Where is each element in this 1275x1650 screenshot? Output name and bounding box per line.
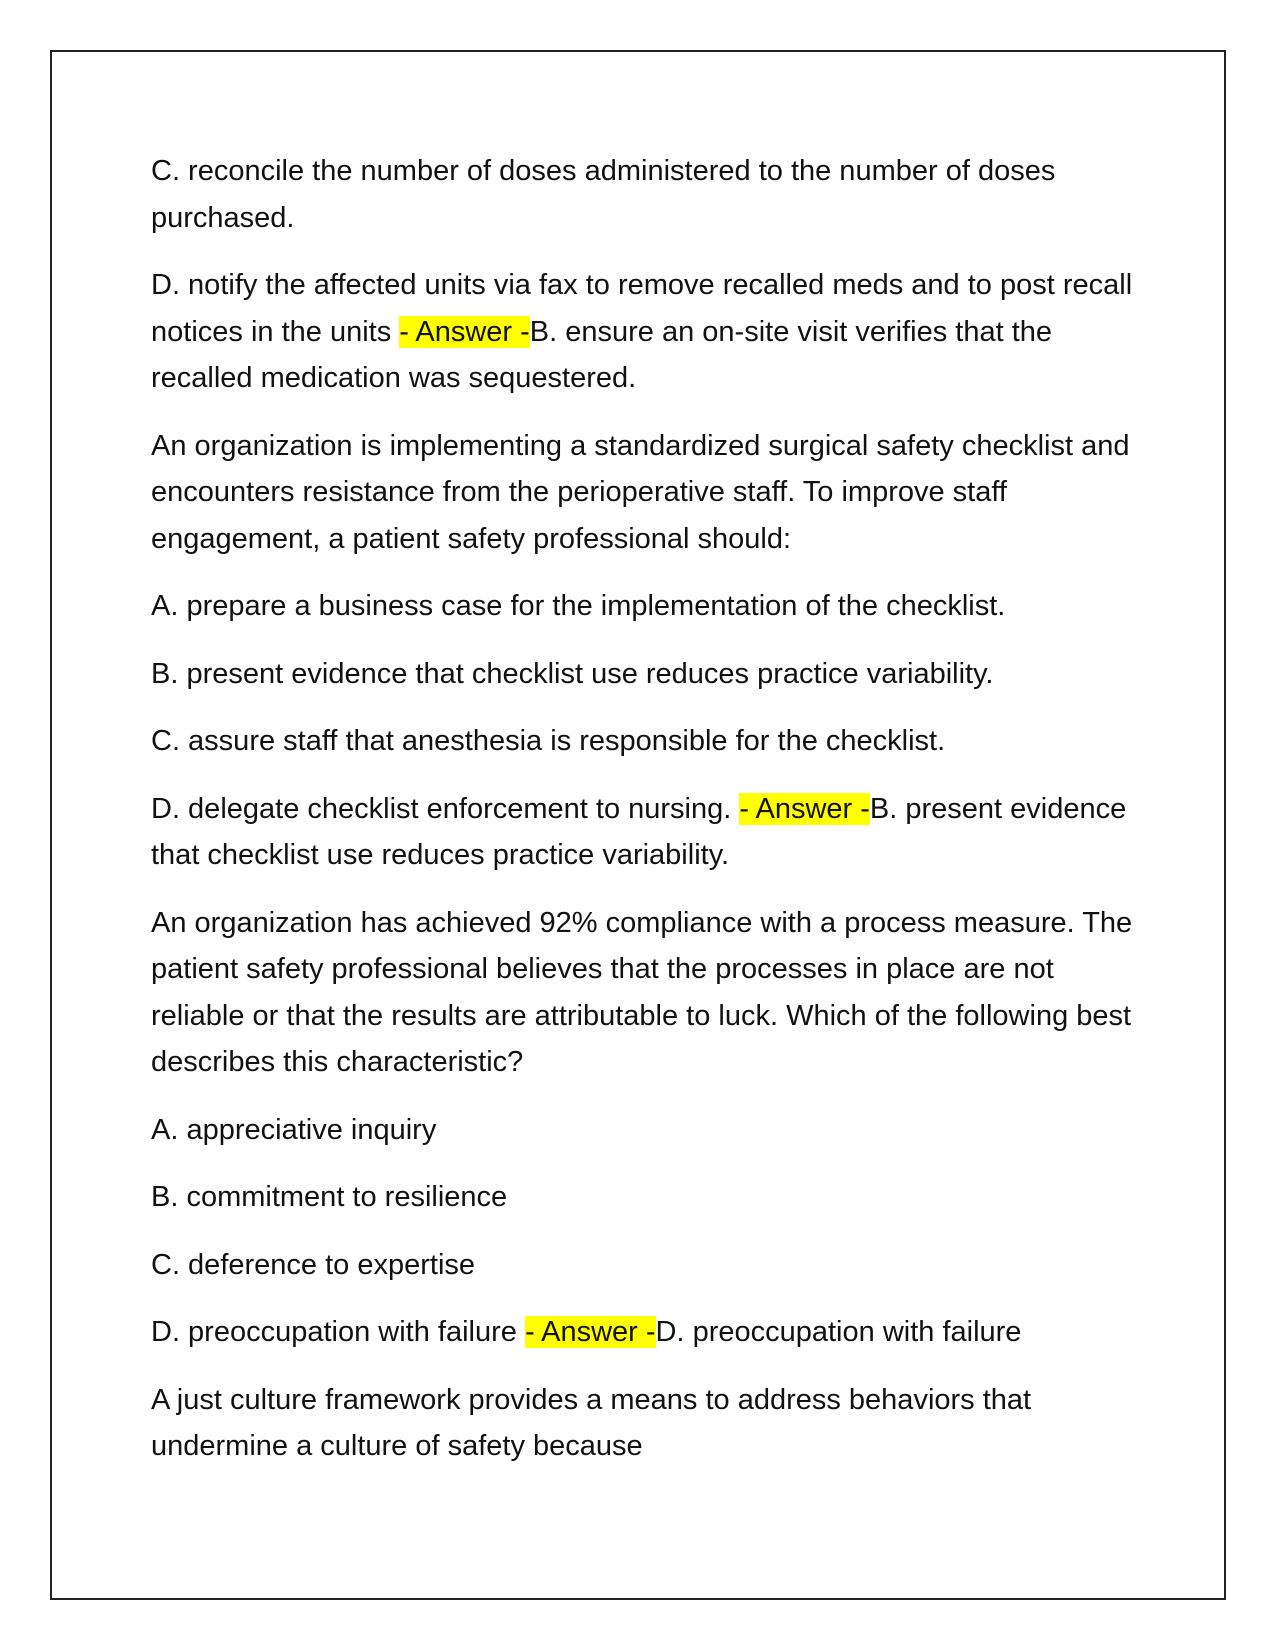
option-d-preoccupation-with-answer (151, 1309, 1151, 1356)
answer-text: B. present evidence that checklist use reduces practice variability. (151, 792, 1127, 871)
option-b-commitment-resilience: B. commitment to resilience (151, 1181, 508, 1213)
option-c-assure-staff: C. assure staff that anesthesia is responsible for the checklist. (151, 725, 946, 757)
answer-highlight: - Answer - (524, 1316, 656, 1348)
option-d-notify-with-answer (151, 262, 1151, 402)
option-a-business-case: A. prepare a business case for the implementation of the checklist. (151, 590, 1006, 622)
answer-highlight: - Answer - (399, 315, 530, 348)
option-b-present-evidence: B. present evidence that checklist use reduces practice variability. (151, 657, 994, 690)
option-c-deference-expertise: C. deference to expertise (151, 1248, 476, 1281)
question-compliance-measure: An organization has achieved 92% compliance with a process measure. The patient safety professional believes that the processes in place are not reliable or that the results are attributable to luck. Which of the following best describes this characteristic? (151, 906, 1133, 1078)
option-text: D. preoccupation with failure (151, 1316, 525, 1348)
question-surgical-checklist: An organization is implementing a standardized surgical safety checklist and encounters resistance from the perioperative staff. To improve staff engagement, a patient safety professional should: (151, 429, 1130, 555)
answer-text: B. ensure an on-site visit verifies that the recalled medication was sequestered. (151, 315, 1053, 394)
option-c-reconcile: C. reconcile the number of doses administered to the number of doses purchased. (151, 155, 1056, 234)
option-a-appreciative-inquiry: A. appreciative inquiry (151, 1113, 437, 1146)
option-text: D. delegate checklist enforcement to nursing. (151, 792, 740, 825)
answer-highlight: - Answer - (739, 792, 870, 825)
question-just-culture: A just culture framework provides a means to address behaviors that undermine a culture of safety because (151, 1383, 1032, 1462)
option-text: D. notify the affected units via fax to remove recalled meds and to post recall notices in the units (151, 269, 1133, 348)
document-body (151, 148, 1151, 1491)
answer-text: D. preoccupation with failure (655, 1316, 1022, 1348)
option-d-delegate-with-answer (151, 786, 1151, 879)
